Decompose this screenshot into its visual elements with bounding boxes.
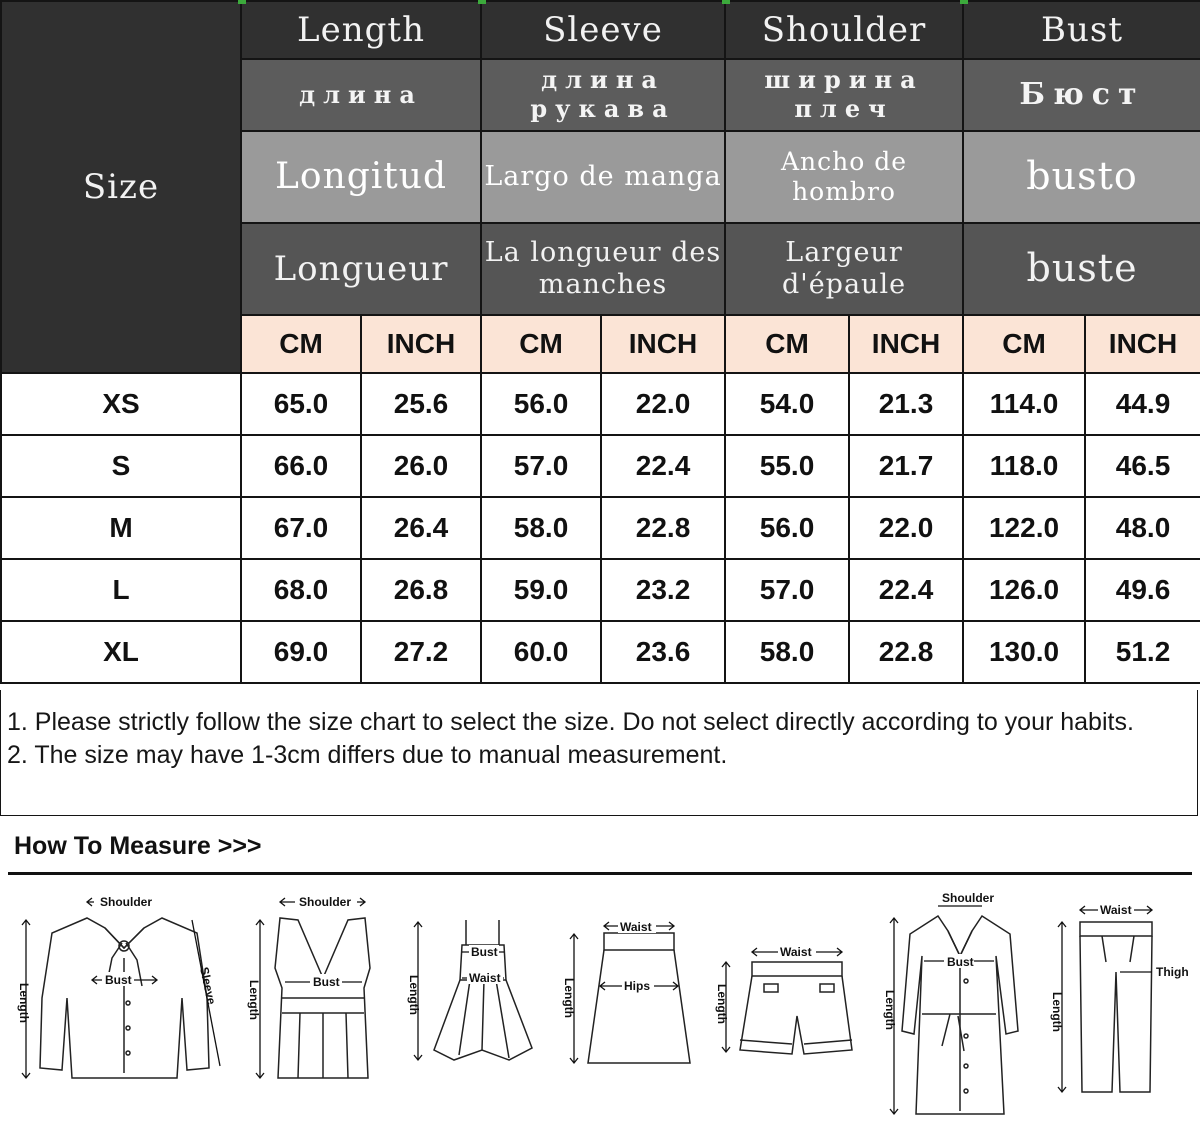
shorts-diagram xyxy=(712,932,872,1072)
corner-mark-decoration xyxy=(722,0,730,4)
shoulder-label: Shoulder xyxy=(100,895,153,909)
length-label: Length xyxy=(17,983,31,1023)
value-cell: 49.6 xyxy=(1085,559,1200,621)
value-cell: 22.4 xyxy=(601,435,725,497)
value-cell: 25.6 xyxy=(361,373,481,435)
value-cell: 23.2 xyxy=(601,559,725,621)
value-cell: 57.0 xyxy=(725,559,849,621)
value-cell: 23.6 xyxy=(601,621,725,683)
length-header-en: Length xyxy=(241,1,481,59)
shoulder-header-es: Ancho de hombro xyxy=(725,131,963,223)
bust-inch-unit: INCH xyxy=(1085,315,1200,373)
table-row xyxy=(1,497,1200,559)
sleeve-header-es: Largo de manga xyxy=(481,131,725,223)
value-cell: 22.0 xyxy=(849,497,963,559)
value-cell: 27.2 xyxy=(361,621,481,683)
shoulder-inch-unit: INCH xyxy=(849,315,963,373)
value-cell: 58.0 xyxy=(481,497,601,559)
table-row xyxy=(1,559,1200,621)
note-1: 1. Please strictly follow the size chart to select the size. Do not select directly according to your habits. xyxy=(7,708,1134,736)
thigh-label: Thigh xyxy=(1156,965,1189,979)
skirt-diagram xyxy=(556,908,706,1078)
value-cell: 46.5 xyxy=(1085,435,1200,497)
tank-top-diagram xyxy=(240,888,390,1098)
waist-label: Waist xyxy=(469,971,501,985)
value-cell: 21.7 xyxy=(849,435,963,497)
corner-mark-decoration xyxy=(238,0,246,4)
table-row xyxy=(1,373,1200,435)
length-label: Length xyxy=(247,980,261,1020)
value-cell: 66.0 xyxy=(241,435,361,497)
size-cell: S xyxy=(1,435,241,497)
value-cell: 26.0 xyxy=(361,435,481,497)
note-2: 2. The size may have 1-3cm differs due to manual measurement. xyxy=(7,741,728,769)
waist-label: Waist xyxy=(1100,903,1132,917)
corner-mark-decoration xyxy=(478,0,486,4)
value-cell: 54.0 xyxy=(725,373,849,435)
value-cell: 21.3 xyxy=(849,373,963,435)
length-label: Length xyxy=(883,990,897,1030)
value-cell: 126.0 xyxy=(963,559,1085,621)
size-cell: L xyxy=(1,559,241,621)
value-cell: 122.0 xyxy=(963,497,1085,559)
value-cell: 44.9 xyxy=(1085,373,1200,435)
value-cell: 130.0 xyxy=(963,621,1085,683)
length-label: Length xyxy=(715,984,729,1024)
value-cell: 118.0 xyxy=(963,435,1085,497)
length-header-ru: длина xyxy=(241,59,481,131)
size-cell: XS xyxy=(1,373,241,435)
length-header-es: Longitud xyxy=(241,131,481,223)
size-header: Size xyxy=(1,1,241,373)
value-cell: 65.0 xyxy=(241,373,361,435)
trousers-diagram xyxy=(1044,892,1194,1102)
value-cell: 22.8 xyxy=(849,621,963,683)
how-to-measure-title: How To Measure >>> xyxy=(14,832,262,860)
size-notes xyxy=(0,690,1198,816)
dress-diagram xyxy=(404,900,544,1080)
bust-header-es: busto xyxy=(963,131,1200,223)
shoulder-header-fr: Largeur d'épaule xyxy=(725,223,963,315)
table-row xyxy=(1,435,1200,497)
waist-label: Waist xyxy=(780,945,812,959)
bust-label: Bust xyxy=(947,955,974,969)
size-cell: M xyxy=(1,497,241,559)
value-cell: 56.0 xyxy=(725,497,849,559)
length-label: Length xyxy=(407,975,421,1015)
length-label: Length xyxy=(1050,992,1064,1032)
sleeve-header-ru: длина рукава xyxy=(481,59,725,131)
value-cell: 68.0 xyxy=(241,559,361,621)
value-cell: 22.0 xyxy=(601,373,725,435)
waist-label: Waist xyxy=(620,920,652,934)
value-cell: 22.4 xyxy=(849,559,963,621)
value-cell: 114.0 xyxy=(963,373,1085,435)
value-cell: 56.0 xyxy=(481,373,601,435)
length-cm-unit: CM xyxy=(241,315,361,373)
corner-mark-decoration xyxy=(960,0,968,4)
bust-label: Bust xyxy=(105,973,132,987)
value-cell: 26.4 xyxy=(361,497,481,559)
length-label: Length xyxy=(562,978,576,1018)
bust-label: Bust xyxy=(313,975,340,989)
bust-header-en: Bust xyxy=(963,1,1200,59)
value-cell: 59.0 xyxy=(481,559,601,621)
sleeve-header-en: Sleeve xyxy=(481,1,725,59)
bust-cm-unit: CM xyxy=(963,315,1085,373)
shoulder-header-ru: ширина плеч xyxy=(725,59,963,131)
section-divider xyxy=(8,872,1192,875)
value-cell: 67.0 xyxy=(241,497,361,559)
value-cell: 55.0 xyxy=(725,435,849,497)
bust-header-ru: Бюст xyxy=(963,59,1200,131)
blouse-diagram xyxy=(12,888,232,1098)
shoulder-cm-unit: CM xyxy=(725,315,849,373)
sleeve-cm-unit: CM xyxy=(481,315,601,373)
sleeve-inch-unit: INCH xyxy=(601,315,725,373)
shoulder-label: Shoulder xyxy=(299,895,352,909)
value-cell: 51.2 xyxy=(1085,621,1200,683)
shoulder-label: Shoulder xyxy=(942,891,995,905)
value-cell: 58.0 xyxy=(725,621,849,683)
length-inch-unit: INCH xyxy=(361,315,481,373)
value-cell: 69.0 xyxy=(241,621,361,683)
value-cell: 60.0 xyxy=(481,621,601,683)
bust-label: Bust xyxy=(471,945,498,959)
shoulder-header-en: Shoulder xyxy=(725,1,963,59)
value-cell: 57.0 xyxy=(481,435,601,497)
value-cell: 26.8 xyxy=(361,559,481,621)
sleeve-header-fr: La longueur des manches xyxy=(481,223,725,315)
coat-diagram xyxy=(880,886,1040,1126)
table-row xyxy=(1,621,1200,683)
bust-header-fr: buste xyxy=(963,223,1200,315)
value-cell: 22.8 xyxy=(601,497,725,559)
hips-label: Hips xyxy=(624,979,651,993)
value-cell: 48.0 xyxy=(1085,497,1200,559)
sleeve-label: Sleeve xyxy=(197,965,219,1006)
length-header-fr: Longueur xyxy=(241,223,481,315)
size-cell: XL xyxy=(1,621,241,683)
